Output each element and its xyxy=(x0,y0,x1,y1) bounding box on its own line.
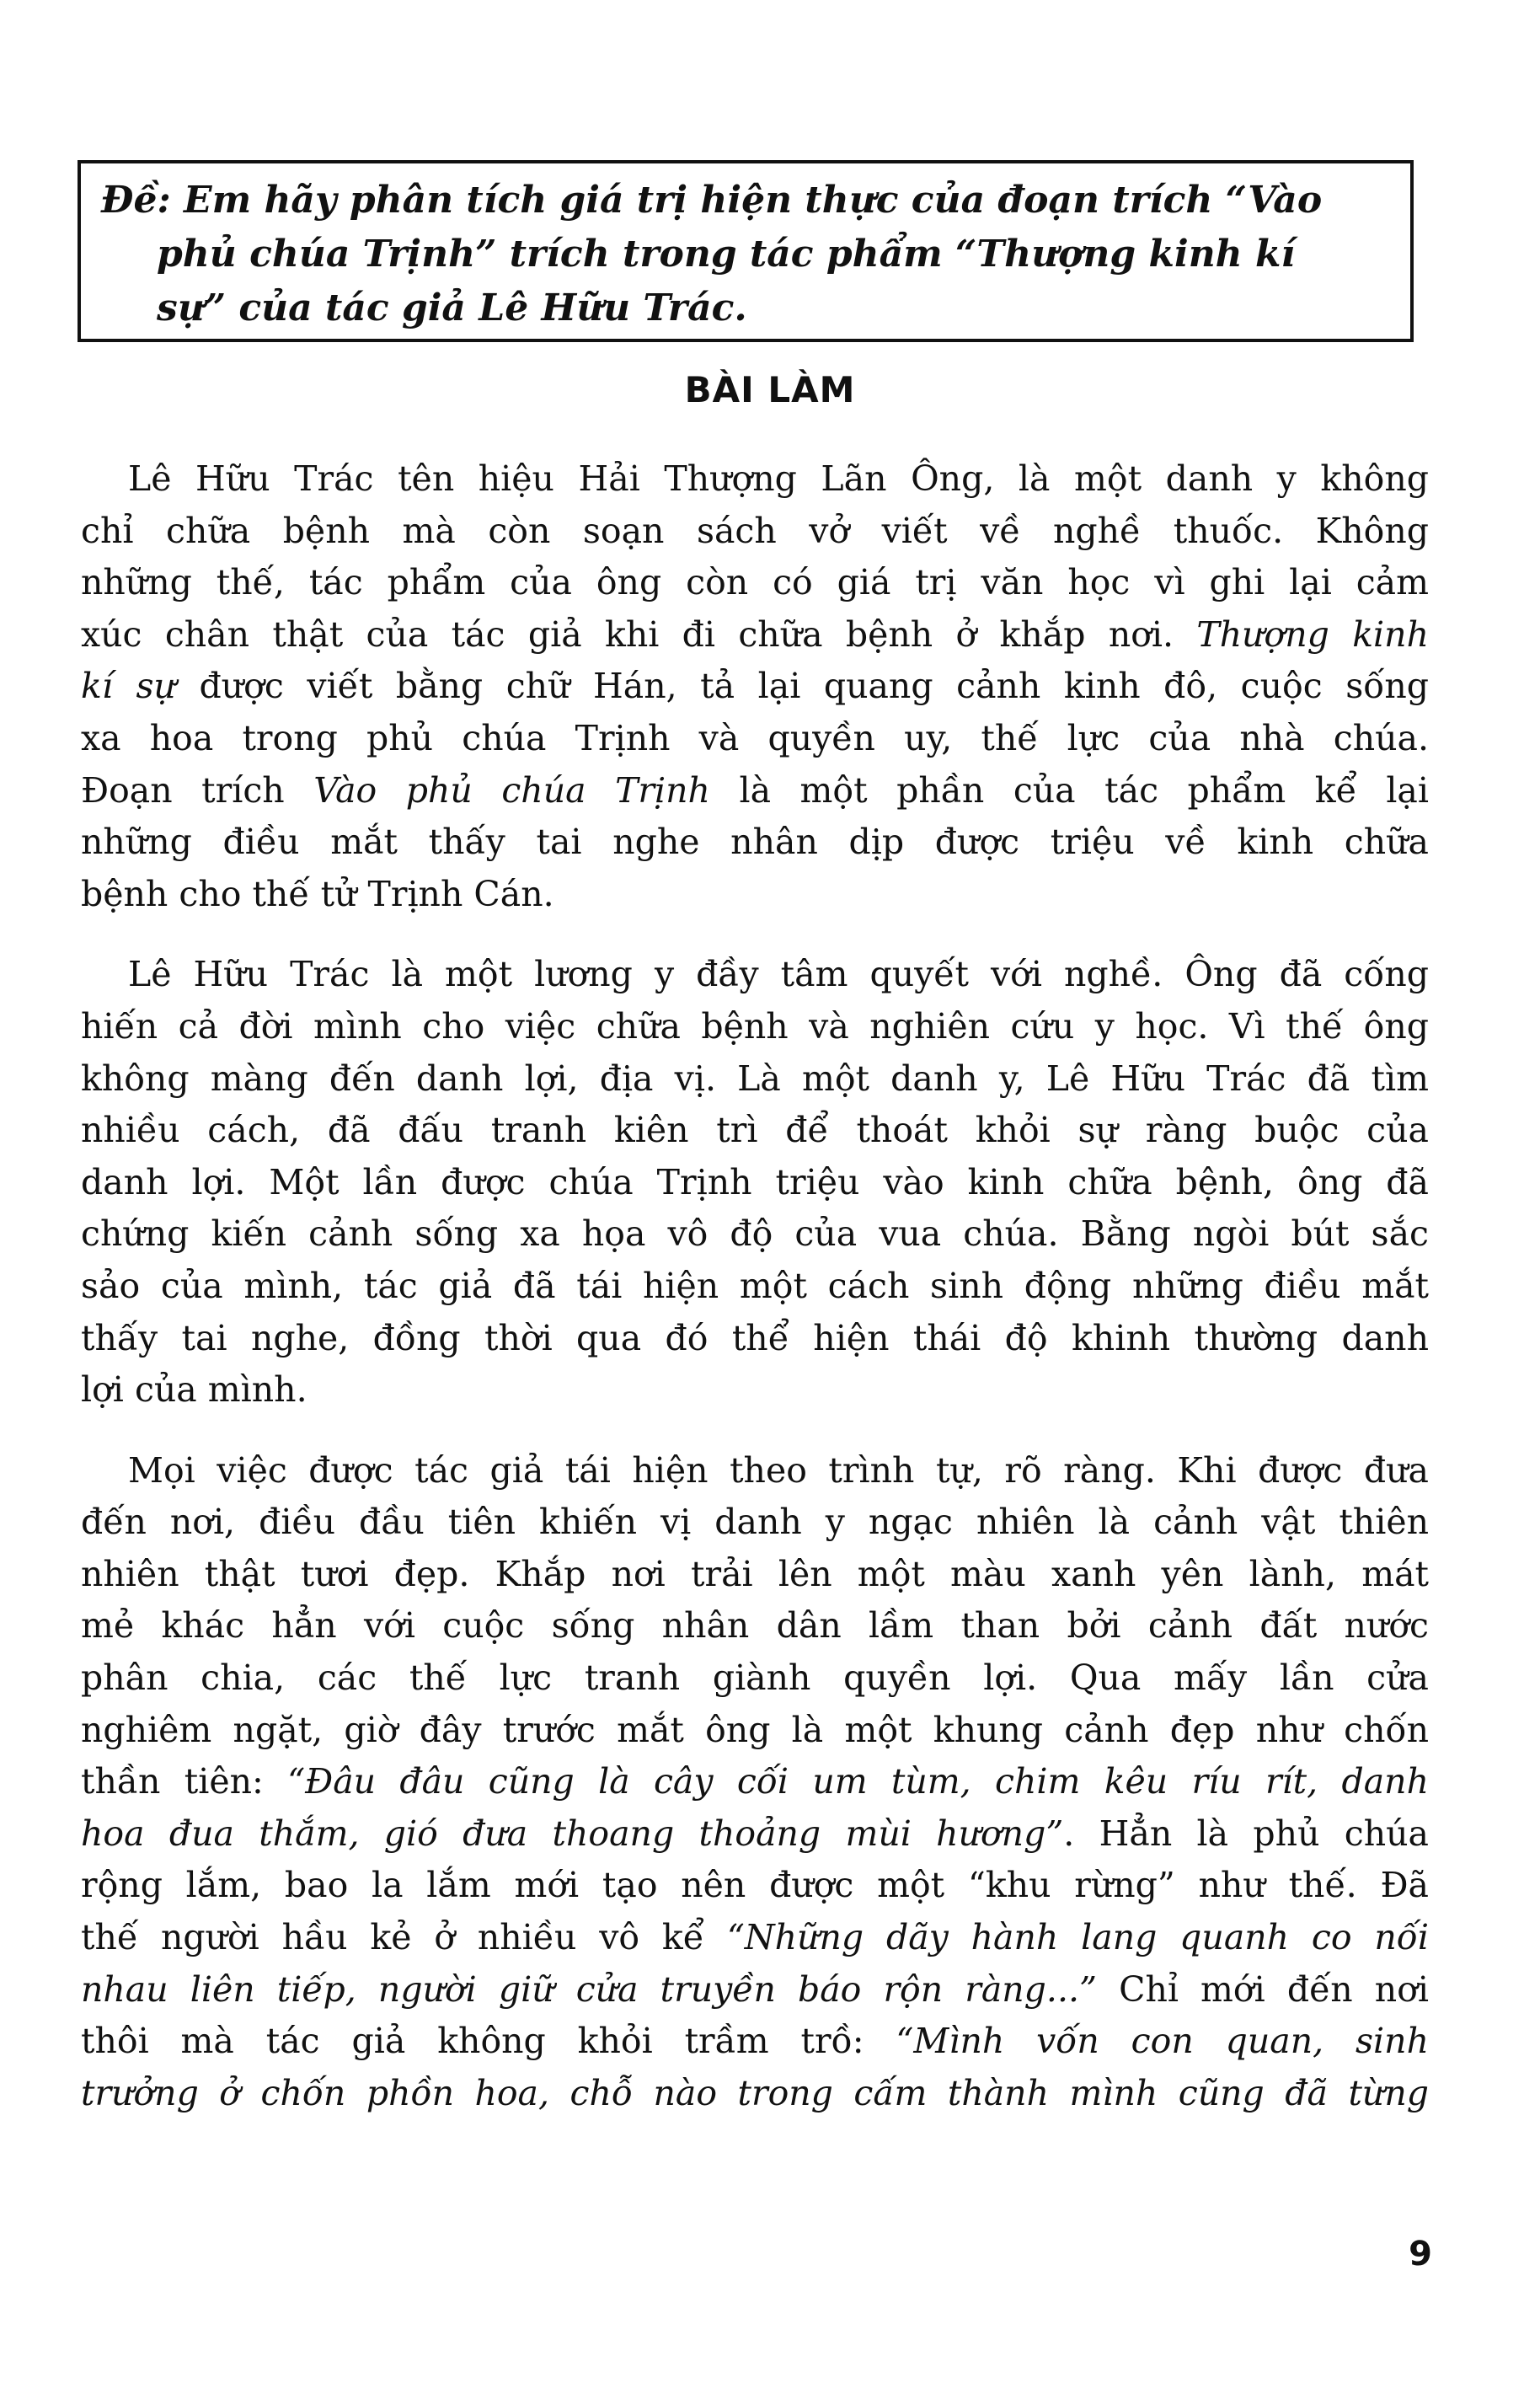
text-line: danh lợi. Một lần được chúa Trịnh triệu vào kinh chữa bệnh, ông đã xyxy=(81,1161,1429,1202)
paragraph-2 xyxy=(81,949,1429,1416)
text-line: những điều mắt thấy tai nghe nhân dịp được triệu về kinh chữa xyxy=(81,822,1429,863)
text-run: thôi mà tác giả không khỏi trầm trồ: xyxy=(81,2021,864,2062)
text-line: Mọi việc được tác giả tái hiện theo trình tự, rõ ràng. Khi được đưa xyxy=(128,1449,1429,1491)
text-run: xúc chân thật của tác giả khi đi chữa bệnh ở khắp nơi. xyxy=(81,613,1174,655)
text-line: Lê Hữu Trác tên hiệu Hải Thượng Lãn Ông, là một danh y không xyxy=(128,458,1429,499)
text-run: thế người hầu kẻ ở nhiều vô kể xyxy=(81,1917,704,1958)
quote-italic: “Những dãy hành lang quanh co nối xyxy=(726,1917,1429,1958)
text-line xyxy=(81,661,1429,713)
text-run: thần tiên: xyxy=(81,1761,264,1802)
quote-italic: trưởng ở chốn phồn hoa, chỗ nào trong cấm thành mình cũng đã từng xyxy=(81,2072,1429,2113)
text-run: được viết bằng chữ Hán, tả lại quang cảnh kinh đô, cuộc sống xyxy=(199,666,1429,707)
text-line: nghiêm ngặt, giờ đây trước mắt ông là một khung cảnh đẹp như chốn xyxy=(81,1709,1429,1750)
text-line: mẻ khác hẳn với cuộc sống nhân dân lầm than bởi cảnh đất nước xyxy=(81,1605,1429,1647)
essay-prompt-box xyxy=(78,160,1414,342)
text-line xyxy=(81,1808,1429,1861)
text-line xyxy=(81,609,1429,661)
text-line xyxy=(81,2068,1429,2120)
text-line: xa hoa trong phủ chúa Trịnh và quyền uy, thế lực của nhà chúa. xyxy=(81,717,1429,758)
text-line: hiến cả đời mình cho việc chữa bệnh và nghiên cứu y học. Vì thế ông xyxy=(81,1005,1429,1047)
prompt-line-3: sự” của tác giả Lê Hữu Trác. xyxy=(157,286,747,329)
page-number: 9 xyxy=(1409,2235,1432,2273)
text-line: Lê Hữu Trác là một lương y đầy tâm quyết với nghề. Ông đã cống xyxy=(128,954,1429,995)
text-line: lợi của mình. xyxy=(81,1369,307,1411)
text-line: đến nơi, điều đầu tiên khiến vị danh y ngạc nhiên là cảnh vật thiên xyxy=(81,1502,1429,1543)
quote-italic: nhau liên tiếp, người giữ cửa truyền báo rộn ràng...” xyxy=(81,1968,1097,2010)
text-line xyxy=(81,1756,1429,1808)
text-run: Đoạn trích xyxy=(81,769,285,811)
text-line: rộng lắm, bao la lắm mới tạo nên được một “khu rừng” như thế. Đã xyxy=(81,1865,1429,1906)
text-run: là một phần của tác phẩm kể lại xyxy=(739,769,1429,811)
text-line: thấy tai nghe, đồng thời qua đó thể hiện thái độ khinh thường danh xyxy=(81,1317,1429,1358)
text-line: bệnh cho thế tử Trịnh Cán. xyxy=(81,873,554,914)
work-title-italic: Thượng kinh xyxy=(1196,613,1429,655)
quote-italic: hoa đua thắm, gió đưa thoang thoảng mùi hương” xyxy=(81,1813,1064,1854)
text-line xyxy=(81,765,1429,817)
text-line: chứng kiến cảnh sống xa họa vô độ của vua chúa. Bằng ngòi bút sắc xyxy=(81,1213,1429,1255)
text-line: những thế, tác phẩm của ông còn có giá trị văn học vì ghi lại cảm xyxy=(81,562,1429,603)
quote-italic: “Mình vốn con quan, sinh xyxy=(896,2021,1429,2062)
text-line xyxy=(81,1912,1429,1964)
paragraph-3 xyxy=(81,1445,1429,2120)
paragraph-1 xyxy=(81,453,1429,920)
quote-italic: “Đâu đâu cũng là cây cối um tùm, chim kêu ríu rít, danh xyxy=(287,1761,1429,1802)
text-line: không màng đến danh lợi, địa vị. Là một danh y, Lê Hữu Trác đã tìm xyxy=(81,1058,1429,1099)
work-title-italic: kí sự xyxy=(81,666,176,707)
text-line xyxy=(81,2016,1429,2068)
prompt-text-1: Em hãy phân tích giá trị hiện thực của đoạn trích “Vào xyxy=(184,179,1323,222)
prompt-line-1 xyxy=(101,174,1392,228)
excerpt-title-italic: Vào phủ chúa Trịnh xyxy=(313,769,710,811)
text-line: phân chia, các thế lực tranh giành quyền lợi. Qua mấy lần cửa xyxy=(81,1657,1429,1699)
section-heading: BÀI LÀM xyxy=(684,369,856,410)
text-line: nhiều cách, đã đấu tranh kiên trì để thoát khỏi sự ràng buộc của xyxy=(81,1110,1429,1151)
text-line: nhiên thật tươi đẹp. Khắp nơi trải lên một màu xanh yên lành, mát xyxy=(81,1553,1429,1594)
text-line: chỉ chữa bệnh mà còn soạn sách vở viết về nghề thuốc. Không xyxy=(81,510,1429,551)
text-line xyxy=(81,1964,1429,2016)
essay-body xyxy=(81,453,1429,2148)
text-run: Chỉ mới đến nơi xyxy=(1119,1968,1429,2010)
text-line: sảo của mình, tác giả đã tái hiện một cách sinh động những điều mắt xyxy=(81,1265,1429,1306)
prompt-label: Đề: xyxy=(101,179,171,222)
prompt-line-2: phủ chúa Trịnh” trích trong tác phẩm “Thượng kinh kí xyxy=(157,233,1296,276)
text-run: . Hẳn là phủ chúa xyxy=(1063,1813,1429,1854)
